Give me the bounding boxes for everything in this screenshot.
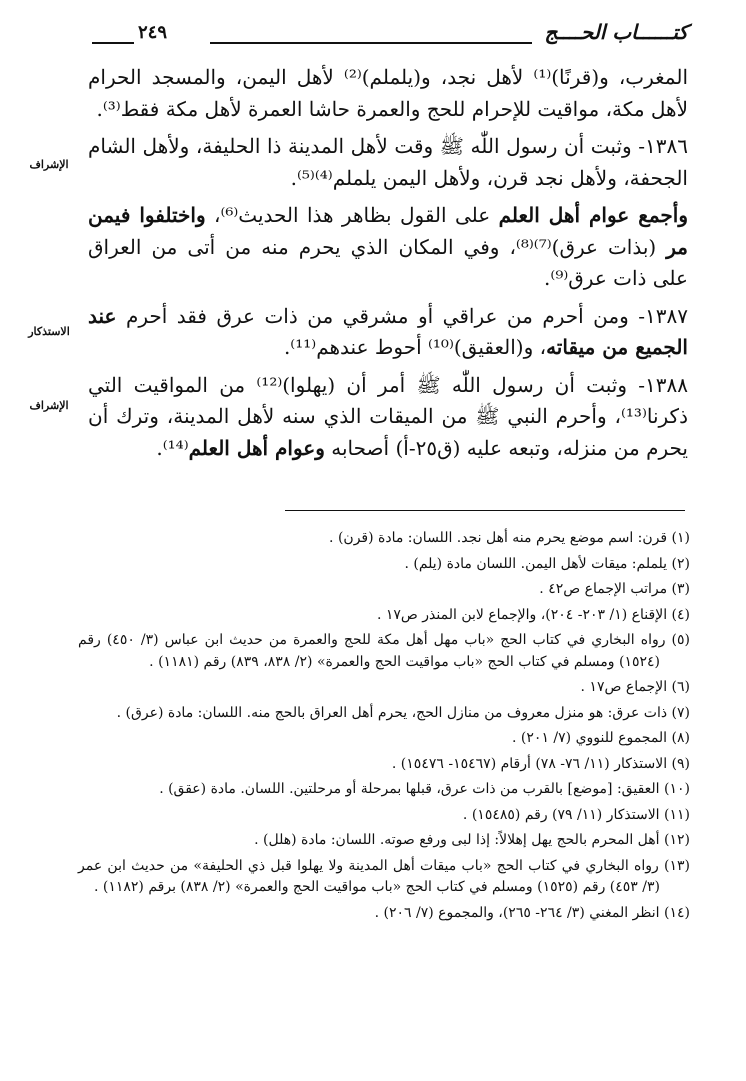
footnote: (٣) مراتب الإجماع ص٤٢ . bbox=[539, 581, 690, 597]
footnote: (١١) الاستذكار (١١/ ٧٩) رقم (١٥٤٨٥) . bbox=[462, 806, 690, 823]
paragraph-ijma bbox=[88, 200, 688, 295]
footnote: (١٤) انظر المغني (٣/ ٢٦٤- ٢٦٥)، والمجموع (٧/ ٢٠٦) . bbox=[374, 904, 690, 921]
paragraph-1387 bbox=[88, 301, 688, 364]
bold-phrase: واختلفوا فيمن مر bbox=[88, 203, 689, 259]
footnote: (٢) يلملم: ميقات لأهل اليمن. اللسان مادة (يلم) . bbox=[404, 555, 690, 572]
main-text bbox=[88, 62, 688, 470]
footnote: (٩) الاستذكار (١١/ ٧٦- ٧٨) أرقام (١٥٤٦٧- ١٥٤٧٦) . bbox=[391, 755, 690, 772]
bold-phrase: وأجمع عوام أهل العلم bbox=[498, 203, 688, 227]
page-number: ٢٤٩ bbox=[138, 22, 168, 43]
footnote: (٨) المجموع للنووي (٧/ ٢٠١) . bbox=[512, 730, 690, 746]
text-run: ١٣٨٨- وثبت أن رسول اللّٰه ﷺ أمر أن (يهلوا)⁽¹²⁾ من المواقيت التي ذكرنا⁽¹³⁾، وأحرم النبي ﷺ من الميقات الذي سنه لأهل المدينة، وترك أن يحرم من منزله، وتبعه عليه (ق٢٥-أ) أصحابه bbox=[88, 372, 688, 460]
footnote: (٧) ذات عرق: هو منزل معروف من منازل الحج، يحرم أهل العراق بالحج منه. اللسان: مادة (عرق) . bbox=[116, 704, 690, 721]
footnote: (١) قرن: اسم موضع يحرم منه أهل نجد. اللسان: مادة (قرن) . bbox=[329, 530, 690, 546]
page-header bbox=[92, 18, 688, 50]
footnote: (١٣) رواه البخاري في كتاب الحج «باب ميقات أهل المدينة ولا يهلوا قبل ذي الحليفة» من حديث ابن عمر (٣/ ٤٥٣) رقم (١٥٢٥) ومسلم في كتاب الحج «باب مواقيت الحج والعمرة» (٢/ ٨٣٨) برقم (١١٨٢) . bbox=[78, 857, 690, 895]
bold-phrase: وعوام أهل العلم bbox=[188, 435, 325, 460]
footnote: (٥) رواه البخاري في كتاب الحج «باب مهل أهل مكة للحج والعمرة من حديث ابن عباس (٣/ ٤٥٠) رقم (١٥٢٤) ومسلم في كتاب الحج «باب مواقيت الحج والعمرة» (٢/ ٨٣٨، ٨٣٩) رقم (١١٨١) . bbox=[78, 632, 691, 670]
bold-phrase: عند الجميع من ميقاته bbox=[88, 303, 688, 359]
paragraph-intro: المغرب، و(قرنًا)⁽¹⁾ لأهل نجد، و(يلملم)⁽²⁾ لأهل اليمن، والمسجد الحرام لأهل مكة، مواقيت للإحرام للحج والعمرة حاشا العمرة لأهل مكة فقط⁽³⁾. bbox=[88, 65, 689, 121]
text-run: على القول بظاهر هذا الحديث⁽⁶⁾، bbox=[205, 203, 499, 227]
header-rule-right bbox=[210, 42, 532, 44]
footnotes bbox=[78, 528, 690, 928]
running-title: كتــــــاب الحــــج bbox=[544, 20, 688, 44]
footnote-separator bbox=[285, 510, 685, 511]
text-run: (بذات عرق)⁽⁷⁾⁽⁸⁾، وفي المكان الذي يحرم منه من أتى من العراق على ذات عرق⁽⁹⁾. bbox=[88, 234, 688, 290]
footnote: (١٠) العقيق: [موضع] بالقرب من ذات عرق، قبلها بمرحلة أو مرحلتين. اللسان. مادة (عقق) . bbox=[159, 781, 690, 797]
text-run: ، و(العقيق)⁽¹⁰⁾ أحوط عندهم⁽¹¹⁾. bbox=[283, 335, 547, 359]
footnote: (١٢) أهل المحرم بالحج يهل إهلالاً: إذا لبى ورفع صوته. اللسان: مادة (هلل) . bbox=[254, 832, 690, 848]
margin-note-1386: الإشراف bbox=[29, 158, 69, 171]
paragraph-1388 bbox=[88, 370, 688, 465]
text-run: ١٣٨٧- ومن أحرم من عراقي أو مشرقي من ذات عرق فقد أحرم bbox=[116, 303, 688, 328]
footnote: (٦) الإجماع ص١٧ . bbox=[580, 679, 690, 695]
margin-note-1388: الإشراف bbox=[29, 399, 69, 412]
text-run: ⁽¹⁴⁾. bbox=[156, 435, 189, 460]
paragraph-1386: ١٣٨٦- وثبت أن رسول اللّٰه ﷺ وقت لأهل المدينة ذا الحليفة، ولأهل الشام الجحفة، ولأهل نجد قرن، ولأهل اليمن يلملم⁽⁴⁾⁽⁵⁾. bbox=[88, 134, 688, 190]
margin-note-1387: الاستذكار bbox=[28, 325, 70, 338]
header-rule-left bbox=[92, 42, 134, 44]
footnote: (٤) الإقناع (١/ ٢٠٣- ٢٠٤)، والإجماع لابن المنذر ص١٧ . bbox=[376, 606, 690, 623]
